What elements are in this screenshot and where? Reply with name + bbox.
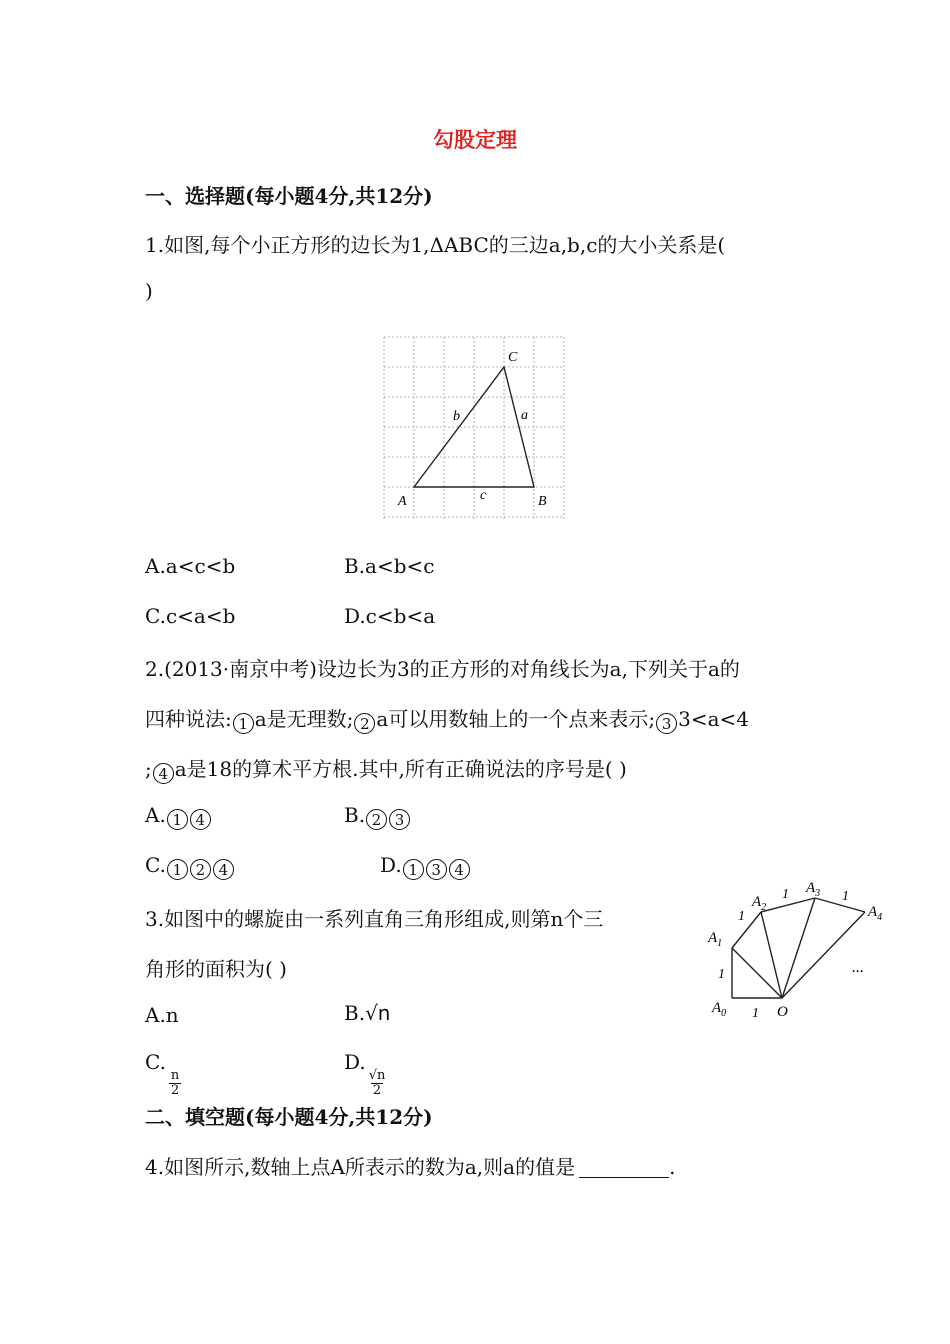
circled-number: 2 [366,809,387,830]
question-3-line-1: 3.如图中的螺旋由一系列直角三角形组成,则第n个三 [145,907,604,931]
page-title: 勾股定理 [433,127,517,152]
option-label: B. [344,1001,366,1025]
label-A1: $A_1$ [708,930,723,949]
section-heading-choice: 一、选择题(每小题4分,共12分) [145,184,433,208]
q2-option-c[interactable] [145,853,235,880]
q4-period: . [669,1155,676,1179]
ellipsis: ... [852,959,864,976]
circled-number: 3 [426,859,447,880]
q2-statement-4: a是18的算术平方根.其中,所有正确说法的序号是( ) [174,757,627,781]
question-1-grid-figure [380,333,570,523]
option-label: C. [145,1050,166,1074]
circled-number: 3 [389,809,410,830]
q3-option-d[interactable] [344,1050,385,1098]
label-c: c [480,488,487,503]
length-label: 1 [842,889,849,904]
numerator: √n [368,1068,386,1083]
label-A4: $A_4$ [868,904,883,923]
label-A0: $A_0$ [712,1000,727,1019]
fraction-sqrt-n-over-2 [369,1069,386,1098]
label-A: A [398,494,407,509]
option-label: D. [380,853,402,877]
circled-number-2: 2 [354,713,375,734]
q3-option-a[interactable]: A.n [145,1003,179,1027]
question-1-paren: ) [145,279,153,303]
q3-option-b[interactable] [344,1001,390,1025]
q2-semicolon: ; [145,757,152,781]
circled-number-4: 4 [153,763,174,784]
q2-option-d[interactable] [380,853,471,880]
q1-option-a[interactable]: A.a<c<b [145,554,236,578]
denominator: 2 [170,1083,180,1098]
question-2-line-1: 2.(2013·南京中考)设边长为3的正方形的对角线长为a,下列关于a的 [145,657,740,681]
label-A2: $A_2$ [752,894,767,913]
grid-lines [384,337,564,519]
q2-option-b[interactable] [344,803,411,830]
q2-statement-1: a是无理数; [254,707,354,731]
question-4-text [145,1151,675,1180]
answer-blank[interactable] [579,1155,669,1178]
section-heading-fill: 二、填空题(每小题4分,共12分) [145,1105,433,1129]
q3-option-c[interactable] [145,1050,181,1098]
denominator: 2 [372,1083,382,1098]
circled-number: 1 [167,859,188,880]
q2-statement-2: a可以用数轴上的一个点来表示; [376,707,656,731]
label-A3: $A_3$ [806,880,821,899]
q2-statement-3: 3<a<4 [678,707,749,731]
q1-option-c[interactable]: C.c<a<b [145,604,236,628]
label-a: a [521,408,528,423]
option-label: C. [145,853,166,877]
sqrt-n: √n [365,1001,391,1025]
label-C: C [508,350,518,365]
circled-number: 4 [449,859,470,880]
spiral-triangles [732,898,865,998]
circled-number-1: 1 [233,713,254,734]
length-label: 1 [752,1006,759,1021]
circled-number: 2 [190,859,211,880]
question-3-line-2: 角形的面积为( ) [145,957,287,981]
question-2-line-3 [145,753,627,784]
label-O: O [777,1004,788,1020]
circled-number: 4 [213,859,234,880]
option-label: A. [145,803,166,827]
q4-prompt: 4.如图所示,数轴上点A所表示的数为a,则a的值是 [145,1155,576,1179]
fraction-n-over-2 [169,1069,181,1098]
label-B: B [538,494,547,509]
length-label: 1 [782,887,789,902]
q1-option-d[interactable]: D.c<b<a [344,604,436,628]
option-label: D. [344,1050,366,1074]
circled-number-3: 3 [656,713,677,734]
option-label: B. [344,803,366,827]
label-b: b [453,409,460,424]
q2-option-a[interactable] [145,803,212,830]
length-label: 1 [738,909,745,924]
q2-prefix: 四种说法: [145,707,232,731]
numerator: n [170,1068,180,1083]
circled-number: 1 [167,809,188,830]
question-2-line-2 [145,703,749,734]
length-label: 1 [718,967,725,982]
circled-number: 1 [403,859,424,880]
question-1-text: 1.如图,每个小正方形的边长为1,ΔABC的三边a,b,c的大小关系是( [145,233,726,257]
q1-option-b[interactable]: B.a<b<c [344,554,435,578]
question-3-spiral-figure [700,872,900,1024]
circled-number: 4 [190,809,211,830]
